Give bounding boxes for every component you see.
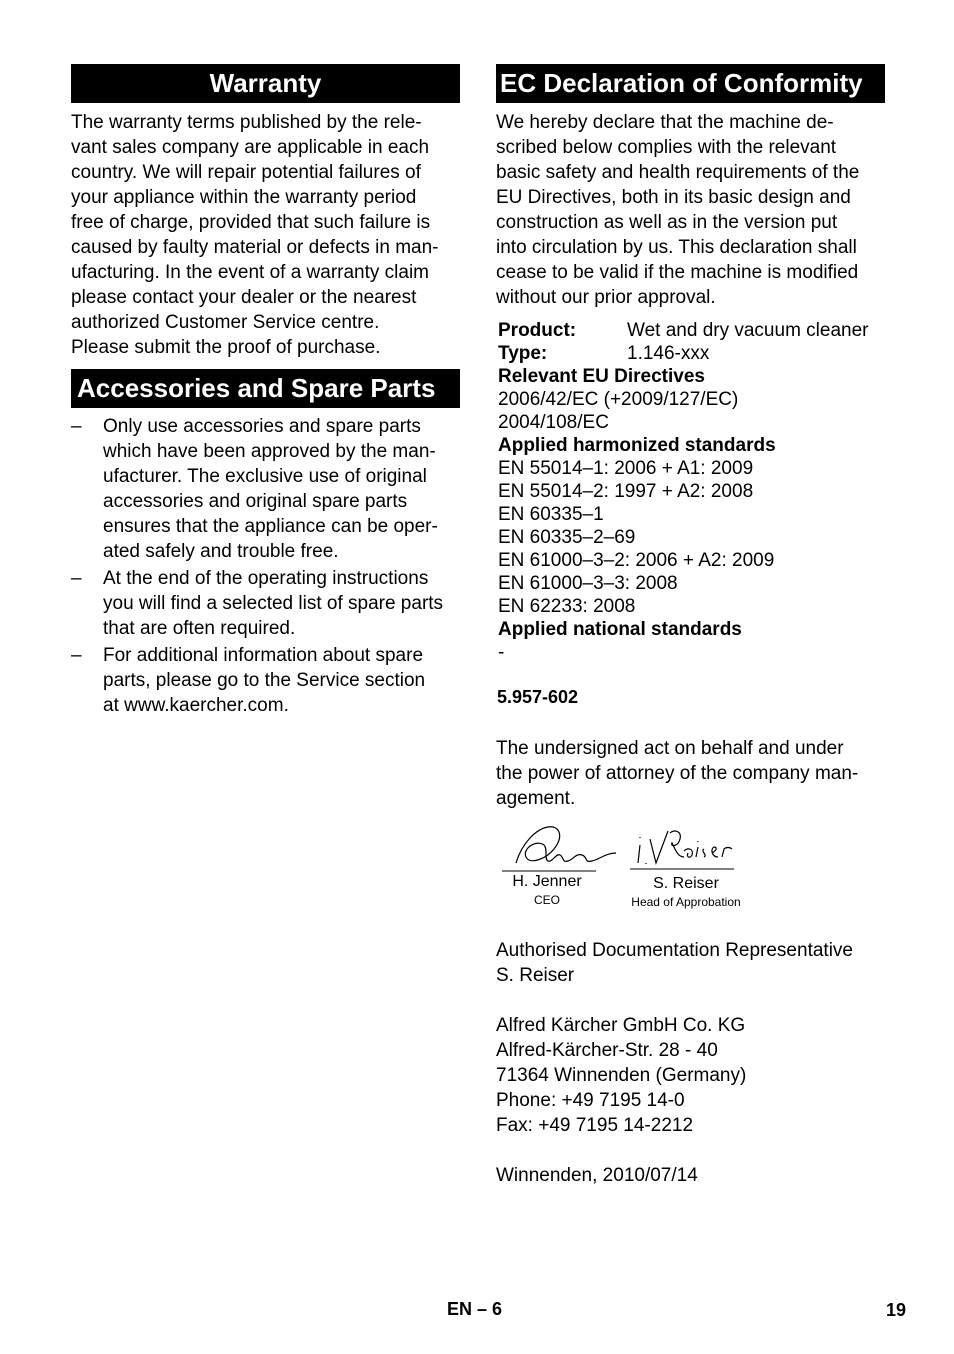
list-item xyxy=(71,414,460,564)
signatory-name: S. Reiser xyxy=(653,875,719,892)
right-column xyxy=(496,64,885,1188)
list-item-text: At the end of the operating instructions you will find a selected list of spare parts that are often required. xyxy=(103,568,444,639)
type-row xyxy=(498,342,885,365)
type-value: 1.146-xxx xyxy=(627,343,710,364)
signatory-role: Head of Approbation xyxy=(631,895,741,909)
dash-bullet: – xyxy=(71,645,82,666)
signatures-block xyxy=(496,823,885,921)
dash-bullet: – xyxy=(71,568,82,589)
list-item-text: For additional information about spare parts, please go to the Service section at www.kaercher.com. xyxy=(103,645,426,716)
harmonized-label: Applied harmonized standards xyxy=(498,435,776,456)
undersigned-text: The undersigned act on behalf and under the power of attorney of the company man- agement. xyxy=(496,738,859,809)
national-label: Applied national standards xyxy=(498,619,742,640)
standard-item: EN 55014–2: 1997 + A2: 2008 xyxy=(498,481,754,502)
product-row xyxy=(498,319,885,342)
declaration-intro: We hereby declare that the machine de- scribed below complies with the relevant basic safety and health requirements of the EU Directives, both in its basic design and construction as well as in the version put into circulation by us. This declaration shall cease to be valid if the machine is modified without our prior approval. xyxy=(496,112,860,308)
declaration-heading: EC Declaration of Conformity xyxy=(496,64,885,103)
warranty-heading: Warranty xyxy=(71,64,460,103)
footer-language-page: EN – 6 xyxy=(447,1299,503,1319)
list-item-text: Only use accessories and spare parts which have been approved by the man- ufacturer. The exclusive use of original accessories and original spare parts ensures that the appliance can be oper- ated safely and trouble free. xyxy=(103,416,438,562)
national-value: - xyxy=(498,642,505,663)
accessories-heading: Accessories and Spare Parts xyxy=(71,369,460,408)
directive-item: 2004/108/EC xyxy=(498,412,609,433)
footer-page-number: 19 xyxy=(885,1300,906,1320)
product-specification xyxy=(496,319,885,664)
standard-item: EN 55014–1: 2006 + A1: 2009 xyxy=(498,458,754,479)
handwritten-signature-reiser xyxy=(622,823,750,877)
list-item xyxy=(71,643,460,718)
dash-bullet: – xyxy=(71,416,82,437)
standard-item: EN 61000–3–3: 2008 xyxy=(498,573,678,594)
company-address: Alfred Kärcher GmbH Co. KG Alfred-Kärcher-Str. 28 - 40 71364 Winnenden (Germany) Phone: +49 7195 14-0 Fax: +49 7195 14-2212 xyxy=(496,1015,747,1136)
handwritten-signature-jenner xyxy=(496,823,620,877)
type-label: Type: xyxy=(498,343,548,364)
left-column xyxy=(71,64,460,720)
directive-item: 2006/42/EC (+2009/127/EC) xyxy=(498,389,739,410)
standard-item: EN 60335–2–69 xyxy=(498,527,636,548)
standard-item: EN 61000–3–2: 2006 + A2: 2009 xyxy=(498,550,775,571)
signatory-name: H. Jenner xyxy=(512,873,582,890)
product-value: Wet and dry vacuum cleaner xyxy=(627,320,869,341)
signature-jenner xyxy=(496,823,598,909)
standard-item: EN 62233: 2008 xyxy=(498,596,636,617)
signatory-role: CEO xyxy=(533,893,560,907)
warranty-text: The warranty terms published by the rele- vant sales company are applicable in each country. We will repair potential failures of your appliance within the warranty period free of charge, provided that such failure is caused by faulty material or defects in man- ufacturing. In the event of a warranty claim please contact your dealer or the nearest authorized Customer Service centre. Please submit the proof of purchase. xyxy=(71,112,439,358)
part-number: 5.957-602 xyxy=(497,687,579,707)
standard-item: EN 60335–1 xyxy=(498,504,604,525)
signature-reiser xyxy=(622,823,750,911)
place-date: Winnenden, 2010/07/14 xyxy=(496,1165,698,1186)
directives-label: Relevant EU Directives xyxy=(498,366,705,387)
representative-text: Authorised Documentation Representative S. Reiser xyxy=(496,940,853,986)
product-label: Product: xyxy=(498,320,577,341)
accessories-list xyxy=(71,414,460,718)
list-item xyxy=(71,566,460,641)
